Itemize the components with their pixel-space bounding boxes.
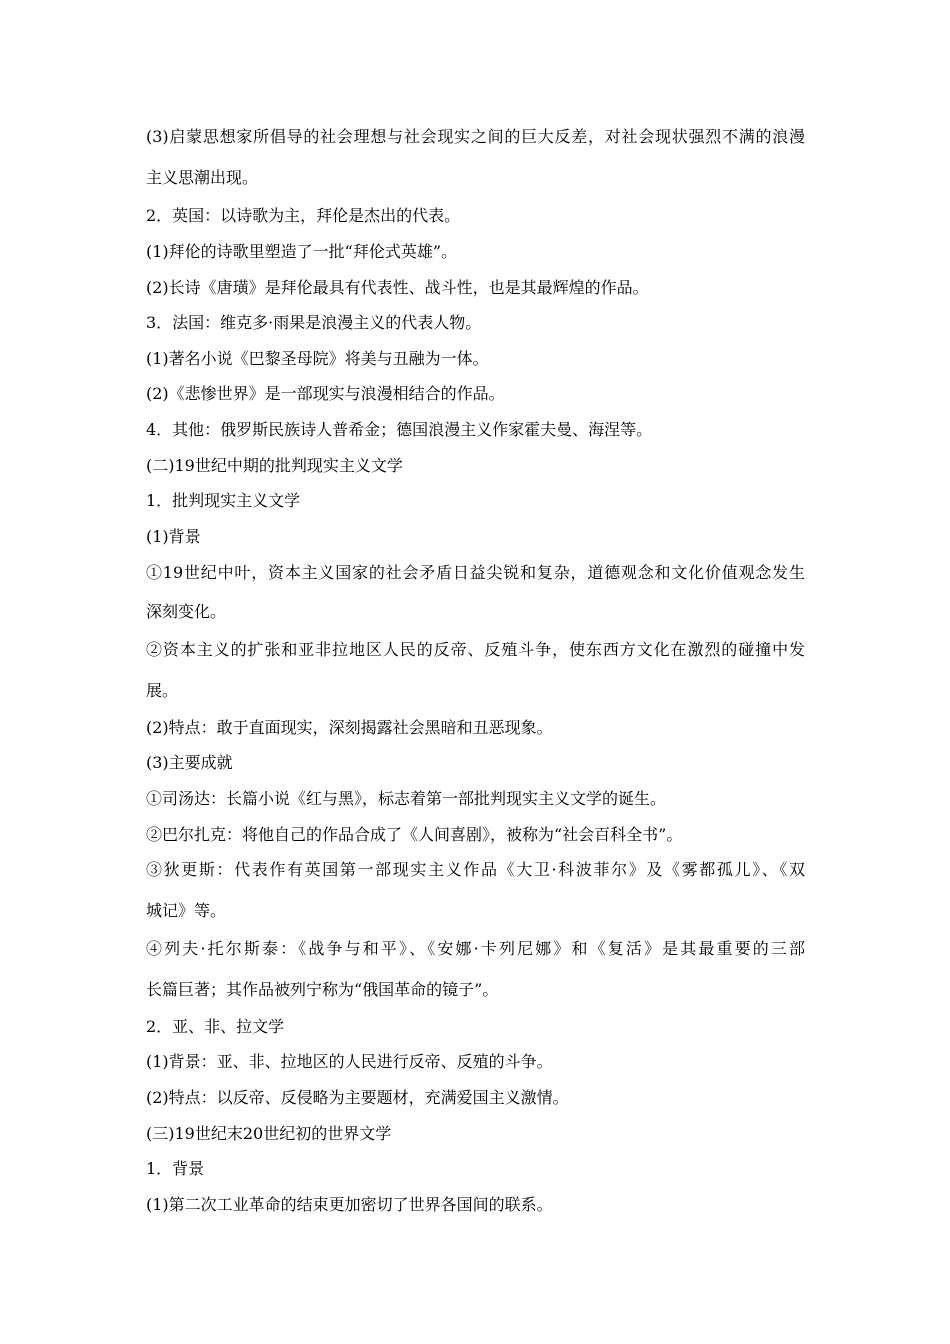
paragraph-line: ①司汤达：长篇小说《红与黑》，标志着第一部批判现实主义文学的诞生。 xyxy=(146,789,667,808)
paragraph-line: ④列夫·托尔斯泰：《战争与和平》、《安娜·卡列尼娜》和《复活》是其最重要的三部 xyxy=(146,939,805,958)
paragraph-line: ③狄更斯：代表作有英国第一部现实主义作品《大卫·科波菲尔》及《雾都孤儿》、《双 xyxy=(146,860,805,879)
paragraph-line: (1)第二次工业革命的结束更加密切了世界各国间的联系。 xyxy=(146,1195,553,1214)
section-heading: 3．法国：维克多·雨果是浪漫主义的代表人物。 xyxy=(146,313,482,332)
paragraph-line: 长篇巨著；其作品被列宁称为“俄国革命的镜子”。 xyxy=(146,980,499,999)
paragraph-line: (1)著名小说《巴黎圣母院》将美与丑融为一体。 xyxy=(146,349,489,368)
paragraph-line: (3)主要成就 xyxy=(146,753,233,772)
paragraph-line: 展。 xyxy=(146,681,179,700)
paragraph-line: 深刻变化。 xyxy=(146,602,227,621)
paragraph-line: ①19世纪中叶，资本主义国家的社会矛盾日益尖锐和复杂，道德观念和文化价值观念发生 xyxy=(146,563,805,582)
paragraph-line: (1)背景 xyxy=(146,527,201,546)
paragraph-line: (2)长诗《唐璜》是拜伦最具有代表性、战斗性，也是其最辉煌的作品。 xyxy=(146,278,649,297)
paragraph-line: (2)《悲惨世界》是一部现实与浪漫相结合的作品。 xyxy=(146,384,505,403)
section-heading: 2．英国：以诗歌为主，拜伦是杰出的代表。 xyxy=(146,206,461,225)
paragraph-line: (3)启蒙思想家所倡导的社会理想与社会现实之间的巨大反差，对社会现状强烈不满的浪漫 xyxy=(146,127,805,146)
paragraph-line: 城记》等。 xyxy=(146,901,227,920)
paragraph-line: (2)特点：敢于直面现实，深刻揭露社会黑暗和丑恶现象。 xyxy=(146,718,553,737)
section-heading: 1．批判现实主义文学 xyxy=(146,491,301,510)
section-heading: 1．背景 xyxy=(146,1159,205,1178)
section-heading: 4．其他：俄罗斯民族诗人普希金；德国浪漫主义作家霍夫曼、海涅等。 xyxy=(146,420,653,439)
paragraph-line: (1)拜伦的诗歌里塑造了一批“拜伦式英雄”。 xyxy=(146,242,458,261)
paragraph-line: (1)背景：亚、非、拉地区的人民进行反帝、反殖的斗争。 xyxy=(146,1052,553,1071)
section-heading: (二)19世纪中期的批判现实主义文学 xyxy=(146,456,403,475)
section-heading: (三)19世纪末20世纪初的世界文学 xyxy=(146,1124,392,1143)
paragraph-line: ②资本主义的扩张和亚非拉地区人民的反帝、反殖斗争，使东西方文化在激烈的碰撞中发 xyxy=(146,640,805,659)
paragraph-line: (2)特点：以反帝、反侵略为主要题材，充满爱国主义激情。 xyxy=(146,1088,569,1107)
paragraph-line: 主义思潮出现。 xyxy=(146,168,259,187)
paragraph-line: ②巴尔扎克：将他自己的作品合成了《人间喜剧》，被称为“社会百科全书”。 xyxy=(146,825,683,844)
section-heading: 2．亚、非、拉文学 xyxy=(146,1017,285,1036)
